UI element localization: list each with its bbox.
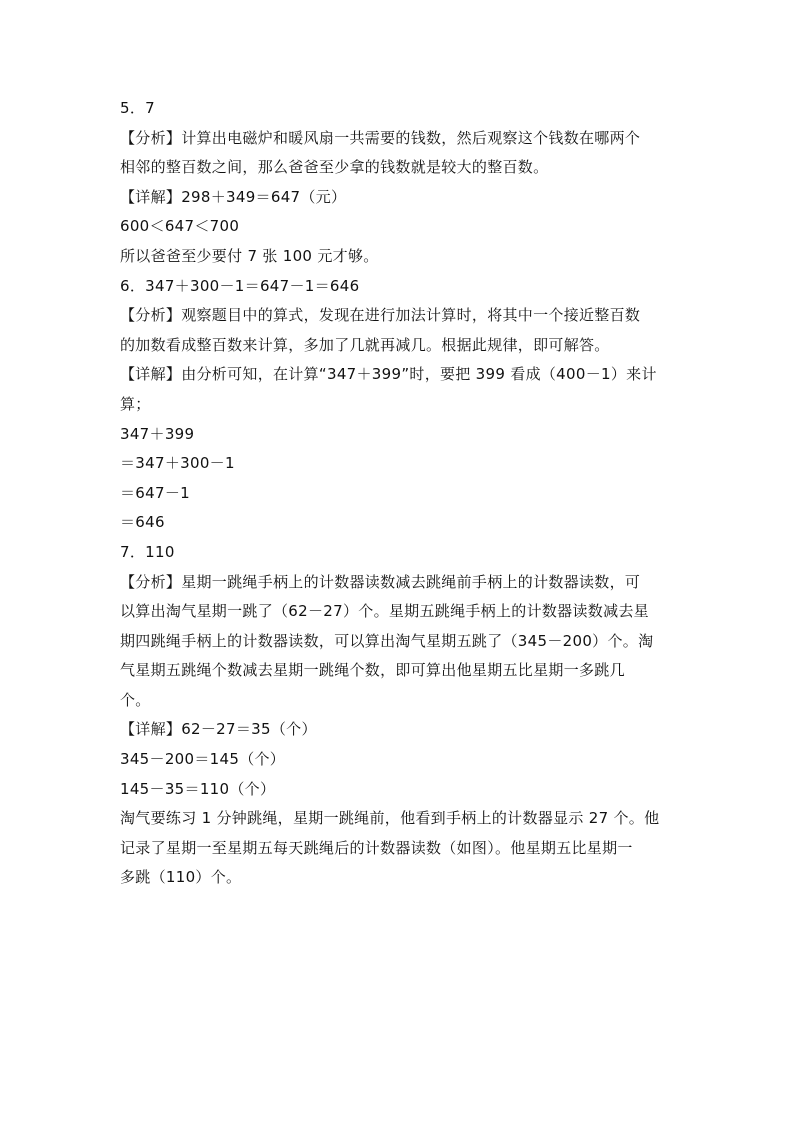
answer-7-summary-line-2: 记录了星期一至星期五每天跳绳后的计数器读数（如图）。他星期五比星期一	[120, 838, 633, 857]
answer-5-analysis-line-2: 相邻的整百数之间，那么爸爸至少拿的钱数就是较大的整百数。	[120, 158, 549, 177]
answer-6-heading: 6．347＋300－1＝647－1＝646	[120, 276, 360, 295]
answer-7-analysis-line-1: 【分析】星期一跳绳手柄上的计数器读数减去跳绳前手柄上的计数器读数，可	[120, 572, 641, 591]
answer-7-analysis-line-2: 以算出淘气星期一跳了（62－27）个。星期五跳绳手柄上的计数器读数减去星	[120, 602, 649, 621]
answer-6-analysis-line-1: 【分析】观察题目中的算式，发现在进行加法计算时，将其中一个接近整百数	[120, 306, 641, 325]
document-body	[120, 94, 680, 893]
answer-6-step-3: ＝647－1	[120, 483, 190, 502]
answer-7-detail-line-1: 【详解】62－27＝35（个）	[120, 720, 317, 739]
answer-6-step-2: ＝347＋300－1	[120, 454, 235, 473]
answer-5-conclusion: 所以爸爸至少要付 7 张 100 元才够。	[120, 246, 379, 265]
answer-7-detail-line-3: 145－35＝110（个）	[120, 779, 276, 798]
answer-7-heading: 7．110	[120, 542, 175, 561]
answer-5-detail-line-1: 【详解】298＋349＝647（元）	[120, 187, 347, 206]
answer-7-analysis-line-3: 期四跳绳手柄上的计数器读数，可以算出淘气星期五跳了（345－200）个。淘	[120, 631, 654, 650]
answer-5-analysis-line-1: 【分析】计算出电磁炉和暖风扇一共需要的钱数，然后观察这个钱数在哪两个	[120, 128, 641, 147]
answer-7-detail-line-2: 345－200＝145（个）	[120, 750, 286, 769]
answer-7-analysis-line-5: 个。	[120, 690, 151, 709]
answer-6-step-1: 347＋399	[120, 424, 195, 443]
answer-7-analysis-line-4: 气星期五跳绳个数减去星期一跳绳个数，即可算出他星期五比星期一多跳几	[120, 661, 625, 680]
answer-7-summary-line-1: 淘气要练习 1 分钟跳绳，星期一跳绳前，他看到手柄上的计数器显示 27 个。他	[120, 809, 660, 828]
answer-6-step-4: ＝646	[120, 513, 165, 532]
answer-5-detail-line-2: 600＜647＜700	[120, 217, 240, 236]
answer-6-analysis-line-2: 的加数看成整百数来计算，多加了几就再减几。根据此规律，即可解答。	[120, 335, 610, 354]
answer-7-summary-line-3: 多跳（110）个。	[120, 868, 242, 887]
answer-5-heading: 5．7	[120, 99, 155, 117]
answer-6-detail-line-1: 【详解】由分析可知，在计算“347＋399”时，要把 399 看成（400－1）来计	[120, 365, 657, 384]
answer-6-detail-line-2: 算；	[120, 394, 151, 413]
